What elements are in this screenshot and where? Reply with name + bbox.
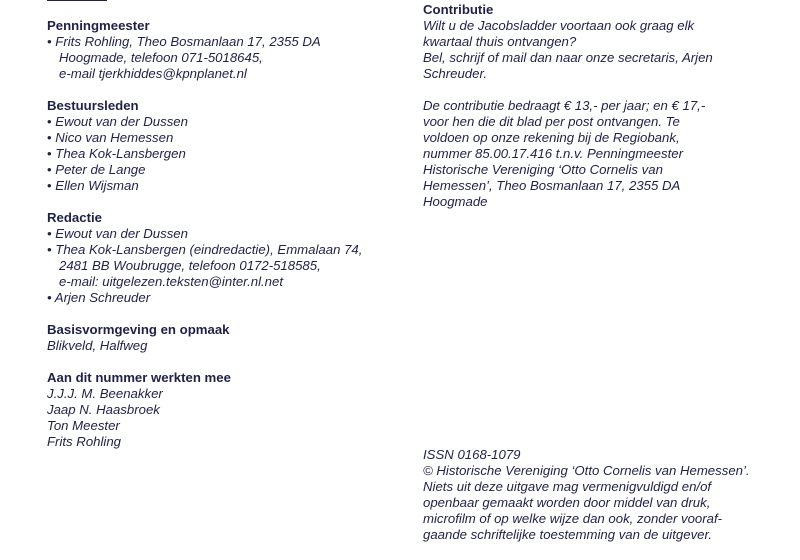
- redactie-line-5: • Arjen Schreuder: [47, 290, 151, 305]
- bestuurslid-name: Peter de Lange: [55, 162, 146, 177]
- redactie-email: e-mail: uitgelezen.teksten@inter.nl.net: [59, 274, 284, 289]
- bestuurslid-name: Ewout van der Dussen: [55, 114, 188, 129]
- penningmeester-email: e-mail tjerkhiddes@kpnplanet.nl: [59, 66, 247, 81]
- medewerkers-heading: Aan dit nummer werkten mee: [47, 370, 231, 385]
- bestuurslid-item: • Ellen Wijsman: [47, 178, 139, 193]
- medewerker-name: Frits Rohling: [47, 434, 122, 449]
- colophon-line: openbaar gemaakt worden door middel van druk,: [423, 495, 711, 510]
- penningmeester-line-1: • Frits Rohling, Theo Bosmanlaan 17, 2355 DA: [47, 34, 321, 49]
- penningmeester-line-2: Hoogmade, telefoon 071-5018645,: [59, 50, 263, 65]
- colophon-line: Niets uit deze uitgave mag vermenigvuldigd en/of: [423, 479, 712, 494]
- contributie-para1-line: Wilt u de Jacobsladder voortaan ook graag elk: [423, 18, 695, 33]
- bestuurslid-name: Thea Kok-Lansbergen: [55, 146, 186, 161]
- contributie-para2-line: voldoen op onze rekening bij de Regiobank,: [423, 130, 680, 145]
- contributie-para2-line: Historische Vereniging ‘Otto Cornelis van: [423, 162, 663, 177]
- bestuurslid-item: • Ewout van der Dussen: [47, 114, 188, 129]
- top-rule: [47, 0, 107, 1]
- bestuurslid-item: • Thea Kok-Lansbergen: [47, 146, 186, 161]
- contributie-para2-line: Hemessen’, Theo Bosmanlaan 17, 2355 DA: [423, 178, 681, 193]
- contributie-para1-line: Bel, schrijf of mail dan naar onze secretaris, Arjen: [423, 50, 713, 65]
- redactie-line-3: 2481 BB Woubrugge, telefoon 0172-518585,: [59, 258, 321, 273]
- medewerker-name: J.J.J. M. Beenakker: [47, 386, 163, 401]
- redactie-heading: Redactie: [47, 210, 102, 225]
- bestuurslid-item: • Nico van Hemessen: [47, 130, 174, 145]
- medewerker-name: Ton Meester: [47, 418, 120, 433]
- contributie-para2-line: voor hen die dit blad per post ontvangen. Te: [423, 114, 680, 129]
- issn-number: ISSN 0168-1079: [423, 447, 521, 462]
- redactie-line-1: • Ewout van der Dussen: [47, 226, 188, 241]
- left-column: [47, 18, 407, 450]
- colophon-line: gaande schriftelijke toestemming van de uitgever.: [423, 527, 713, 542]
- contributie-heading: Contributie: [423, 2, 494, 17]
- contributie-para1-line: kwartaal thuis ontvangen?: [423, 34, 577, 49]
- medewerker-name: Jaap N. Haasbroek: [47, 402, 160, 417]
- opmaak-heading: Basisvormgeving en opmaak: [47, 322, 230, 337]
- colophon-line: © Historische Vereniging ‘Otto Cornelis van Hemessen’.: [423, 463, 750, 478]
- colophon-line: microfilm of op welke wijze dan ook, zonder vooraf-: [423, 511, 723, 526]
- contributie-para1-line: Schreuder.: [423, 66, 488, 81]
- right-column: [423, 2, 768, 210]
- bestuurslid-name: Ellen Wijsman: [55, 178, 139, 193]
- redactie-line-2: • Thea Kok-Lansbergen (eindredactie), Emmalaan 74,: [47, 242, 363, 257]
- bestuurslid-item: • Peter de Lange: [47, 162, 146, 177]
- contributie-para2-line: nummer 85.00.17.416 t.n.v. Penningmeester: [423, 146, 683, 161]
- contributie-para2-line: De contributie bedraagt € 13,- per jaar; en € 17,-: [423, 98, 706, 113]
- colophon: [423, 447, 768, 543]
- opmaak-line: Blikveld, Halfweg: [47, 338, 148, 353]
- bestuursleden-heading: Bestuursleden: [47, 98, 139, 113]
- penningmeester-heading: Penningmeester: [47, 18, 150, 33]
- bestuurslid-name: Nico van Hemessen: [55, 130, 174, 145]
- contributie-para2-line: Hoogmade: [423, 194, 488, 209]
